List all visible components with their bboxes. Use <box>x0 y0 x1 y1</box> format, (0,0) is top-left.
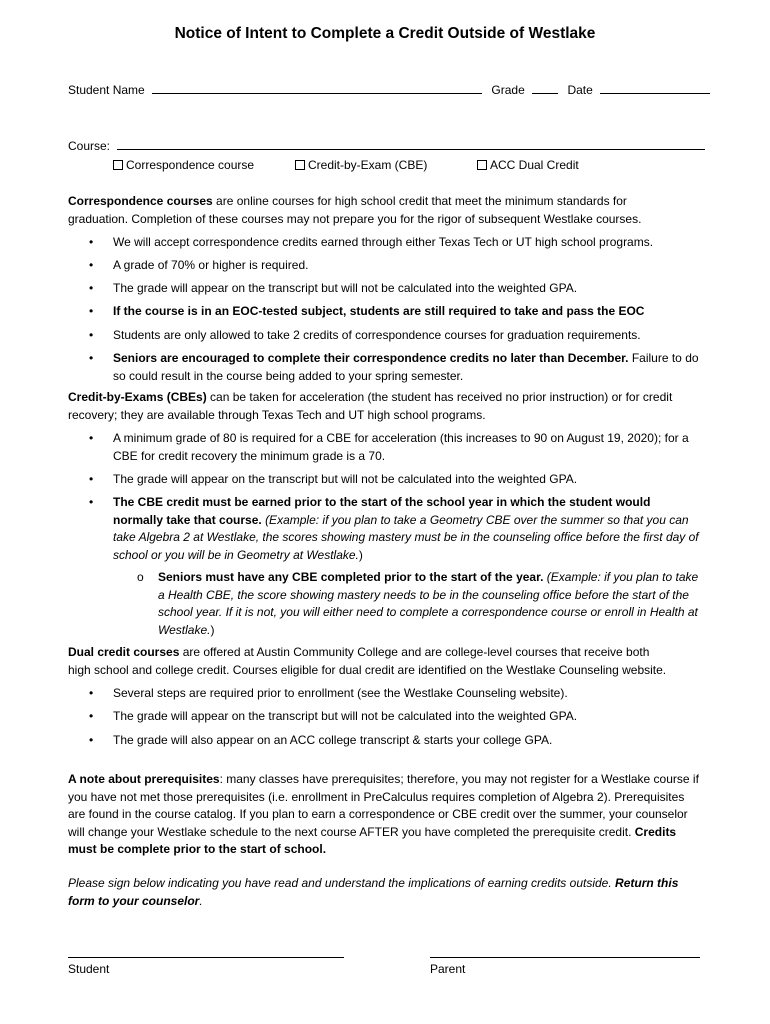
bullet-icon: • <box>89 709 94 723</box>
course-label: Course: <box>68 139 111 153</box>
list-item <box>68 732 702 750</box>
list-item-text: The grade will appear on the transcript but will not be calculated into the weighted GPA. <box>113 281 578 295</box>
course-field[interactable] <box>117 137 705 150</box>
list-item-text: Several steps are required prior to enrollment (see the Westlake Counseling website). <box>113 686 568 700</box>
sub-item-example: (Example: if you plan to take a Health CBE, the score showing mastery needs to be in the counseling office before the start of the school year. If it is not, you will either need to complete a correspondence course or enroll in Health at Westlake. <box>158 570 699 637</box>
checkbox-icon[interactable] <box>113 160 123 170</box>
list-item-text: A grade of 70% or higher is required. <box>113 258 309 272</box>
list-item-text: Students are only allowed to take 2 credits of correspondence courses for graduation requirements. <box>113 328 641 342</box>
bullet-icon: • <box>89 495 94 509</box>
student-name-field[interactable] <box>152 81 482 94</box>
list-item <box>68 327 702 345</box>
cbe-sub-item <box>113 569 703 639</box>
correspondence-intro <box>68 193 702 228</box>
list-item <box>68 280 702 298</box>
dual-intro-line2: high school and college credit. Courses eligible for dual credit are identified on the Westlake Counseling website. <box>68 662 667 677</box>
cbe-intro-line2: recovery; they are available through Texas Tech and UT high school programs. <box>68 407 486 422</box>
prereq-text: : many classes have prerequisites; therefore, you may not register for a Westlake course if you have not met those prerequisites (i.e. enrollment in PreCalculus requires completion of Algebra 2). Prerequisites are found in the course catalog. If you plan to earn a correspondence or CBE credit over the summer, your counselor will change your Westlake schedule to the next course AFTER you have completed the prerequisite credit. <box>68 772 699 839</box>
list-item-bold: Seniors are encouraged to complete their correspondence credits no later than December. <box>113 351 629 365</box>
list-item <box>68 350 702 385</box>
sign-instruction <box>68 875 702 910</box>
correspondence-intro-line2: graduation. Completion of these courses may not prepare you for the rigor of subsequent Westlake courses. <box>68 211 642 226</box>
sub-item-bold: Seniors must have any CBE completed prior to the start of the year. <box>158 570 544 584</box>
checkbox-icon[interactable] <box>295 160 305 170</box>
bullet-icon: • <box>89 472 94 486</box>
student-signature <box>68 942 344 976</box>
bullet-icon: • <box>89 351 94 365</box>
student-signature-label: Student <box>68 962 110 976</box>
dual-heading: Dual credit courses <box>68 645 180 659</box>
bullet-icon: • <box>89 281 94 295</box>
list-item-text: The grade will appear on the transcript but will not be calculated into the weighted GPA. <box>113 709 578 723</box>
parent-signature <box>430 942 700 976</box>
list-item-text: Failure to do so could result in the course being added to your spring semester. <box>113 351 699 383</box>
close-paren: ) <box>210 622 215 637</box>
sign-period: . <box>199 893 203 908</box>
option-label: Correspondence course <box>126 158 255 172</box>
list-item-text: The grade will appear on the transcript but will not be calculated into the weighted GPA. <box>113 472 578 486</box>
prerequisites-note <box>68 771 702 859</box>
sign-bold-italic: Return this form to your counselor <box>68 876 679 908</box>
date-field[interactable] <box>600 81 710 94</box>
option-cbe[interactable] <box>295 158 427 172</box>
correspondence-heading: Correspondence courses <box>68 194 213 208</box>
date-label: Date <box>567 83 593 97</box>
page-title: Notice of Intent to Complete a Credit Outside of Westlake <box>174 25 596 42</box>
student-name-label: Student Name <box>68 83 145 97</box>
parent-signature-line[interactable] <box>430 942 700 958</box>
grade-field[interactable] <box>532 81 558 94</box>
list-item-text: The grade will also appear on an ACC college transcript & starts your college GPA. <box>113 733 553 747</box>
checkbox-icon[interactable] <box>477 160 487 170</box>
list-item <box>68 708 702 726</box>
student-info-row <box>68 81 702 97</box>
bullet-icon: • <box>89 235 94 249</box>
list-item <box>68 234 702 252</box>
close-paren: ) <box>358 547 363 562</box>
bullet-icon: • <box>89 258 94 272</box>
list-item-bold: The CBE credit must be earned prior to the start of the school year in which the student would normally take that course. <box>113 495 651 527</box>
bullet-icon: • <box>89 686 94 700</box>
option-acc-dual-credit[interactable] <box>477 158 579 172</box>
option-correspondence[interactable] <box>113 158 254 172</box>
prereq-bold-end: Credits must be complete prior to the start of school. <box>68 824 677 856</box>
list-item <box>68 430 702 465</box>
course-row <box>68 137 702 153</box>
sign-italic: Please sign below indicating you have read and understand the implications of earning credits outside. <box>68 876 612 890</box>
sub-bullet-icon: o <box>137 570 144 584</box>
list-item-text: If the course is in an EOC-tested subject, students are still required to take and pass the EOC <box>113 304 645 318</box>
bullet-icon: • <box>89 431 94 445</box>
parent-signature-label: Parent <box>430 962 466 976</box>
list-item <box>68 685 702 703</box>
bullet-icon: • <box>89 304 94 318</box>
list-item <box>68 471 702 489</box>
dual-intro <box>68 644 702 679</box>
dual-intro-line1: are offered at Austin Community College and are college-level courses that receive both <box>179 645 650 659</box>
student-signature-line[interactable] <box>68 942 344 958</box>
list-item-text: A minimum grade of 80 is required for a CBE for acceleration (this increases to 90 on August 19, 2020); for a CBE for credit recovery the minimum grade is a 70. <box>113 431 689 463</box>
grade-label: Grade <box>491 83 525 97</box>
option-label: Credit-by-Exam (CBE) <box>308 158 428 172</box>
cbe-intro-line1: can be taken for acceleration (the student has received no prior instruction) or for credit <box>206 390 673 404</box>
list-item-text: We will accept correspondence credits earned through either Texas Tech or UT high school programs. <box>113 235 654 249</box>
list-item <box>68 257 702 275</box>
correspondence-intro-line1: are online courses for high school credit that meet the minimum standards for <box>212 194 627 208</box>
cbe-heading: Credit-by-Exams (CBEs) <box>68 390 207 404</box>
bullet-icon: • <box>89 733 94 747</box>
bullet-icon: • <box>89 328 94 342</box>
list-item-example: (Example: if you plan to take a Geometry CBE over the summer so that you can take Algebra 2 at Westlake, the scores showing mastery must be in the counseling office before the first day of school or you will be in Geometry at Westlake. <box>113 512 699 562</box>
cbe-intro <box>68 389 702 424</box>
list-item <box>68 494 702 564</box>
prereq-heading: A note about prerequisites <box>68 772 220 786</box>
list-item <box>68 303 702 321</box>
option-label: ACC Dual Credit <box>490 158 579 172</box>
